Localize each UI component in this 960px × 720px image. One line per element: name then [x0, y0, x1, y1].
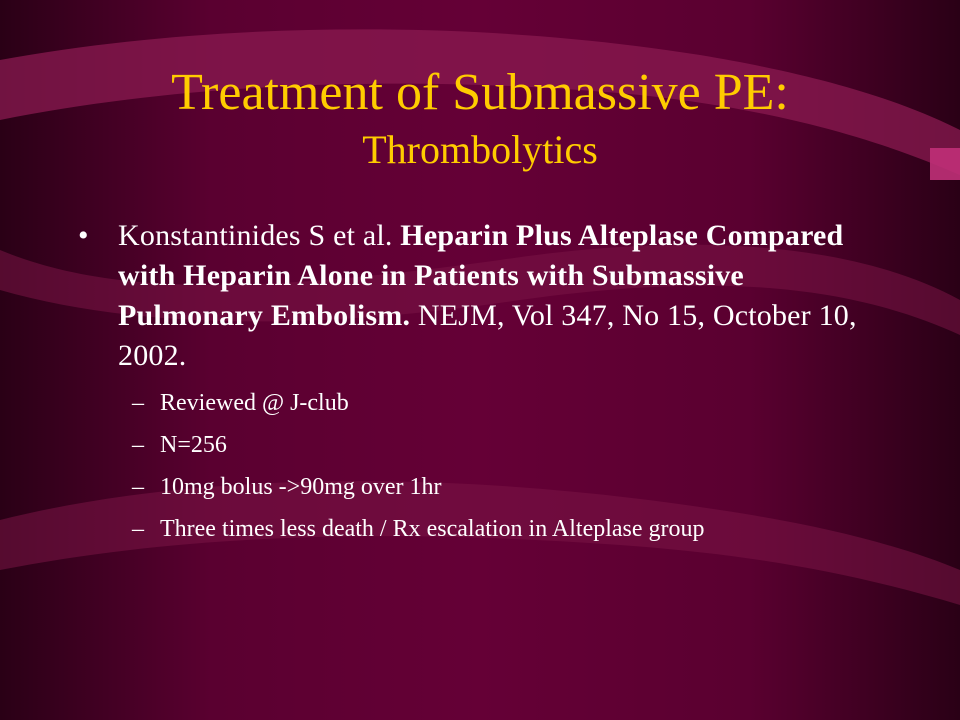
sub-bullet-text: Reviewed @ J-club [160, 390, 349, 416]
slide-body [78, 216, 878, 556]
dash-icon: – [132, 390, 144, 416]
main-bullet-text [118, 216, 878, 376]
sub-bullet-text: N=256 [160, 432, 227, 458]
slide-title: Treatment of Submassive PE: [171, 64, 789, 121]
sub-bullet-item [132, 472, 878, 502]
slide-subtitle: Thrombolytics [362, 127, 598, 173]
dash-icon: – [132, 474, 144, 500]
citation-article-title: Heparin Plus Alteplase Compared with Heparin Alone in Patients with Submassive Pulmonary Embolism. [118, 219, 844, 332]
dash-icon: – [132, 432, 144, 458]
sub-bullet-item [132, 388, 878, 418]
sub-bullet-text: 10mg bolus ->90mg over 1hr [160, 474, 442, 500]
sub-bullet-item [132, 514, 878, 544]
dash-icon: – [132, 516, 144, 542]
sub-bullet-item [132, 430, 878, 460]
slide-title-block [0, 62, 960, 174]
bullet-dot-icon: • [78, 219, 89, 252]
sub-bullet-list [132, 388, 878, 544]
main-bullet [78, 216, 878, 376]
citation-journal: NEJM, Vol 347, No 15, October 10, 2002. [118, 299, 857, 372]
citation-authors: Konstantinides S et al. [118, 219, 393, 252]
sub-bullet-text: Three times less death / Rx escalation in Alteplase group [160, 516, 705, 542]
